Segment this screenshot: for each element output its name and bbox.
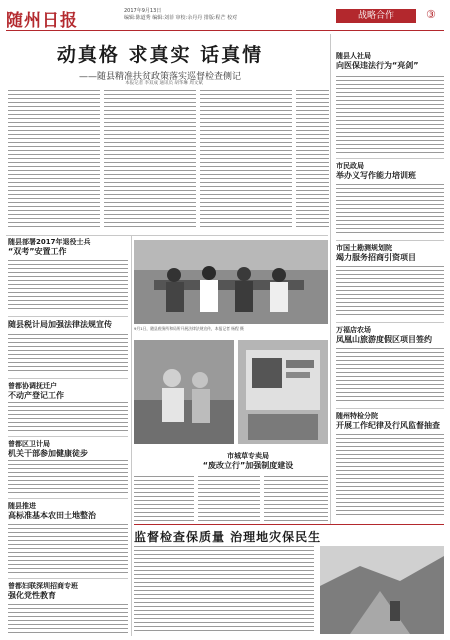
article-title-2: 随县税计局加强法律法规宣传 <box>8 320 112 329</box>
photo-workers-image <box>134 340 234 444</box>
photo-workers <box>134 340 234 444</box>
article-title-10: 万福店农场 凤凰山旅游度假区项目签约 <box>336 326 432 344</box>
divider <box>8 316 128 317</box>
column-divider <box>330 34 331 524</box>
photo-meeting-image <box>134 240 328 324</box>
article-title-8: 市民政局 举办义写作能力培训班 <box>336 162 416 180</box>
lead-byline: 本报记者 李双成 通讯员 胡华琳 周文斌 <box>125 81 203 86</box>
article-body-6 <box>8 604 128 634</box>
bottom-headline: 监督检查保质量 治理地灾保民生 <box>134 530 322 544</box>
article-body-2 <box>8 334 128 374</box>
article-title-3: 曾都协调抚迁户 不动产登记工作 <box>8 382 64 400</box>
article-body-12b <box>198 476 260 524</box>
article-title-7: 随县人社局 向医保违法行为“亮剑” <box>336 52 419 70</box>
section-label: 战略合作 <box>336 9 416 23</box>
divider <box>8 498 128 499</box>
divider <box>6 235 328 236</box>
bottom-article-body <box>134 546 314 634</box>
page-number: ③ <box>426 8 436 21</box>
divider <box>336 158 444 159</box>
divider <box>336 322 444 323</box>
divider <box>8 378 128 379</box>
article-body-11 <box>336 434 444 518</box>
article-title-4: 曾都区卫计局 机关干部参加健康徒步 <box>8 440 88 458</box>
article-body-8 <box>336 184 444 236</box>
lead-body-col-4 <box>296 90 329 230</box>
article-body-7 <box>336 76 444 154</box>
article-title-5: 随县推进 高标准基本农田土地整治 <box>8 502 96 520</box>
lead-body-col-2 <box>104 90 196 230</box>
divider <box>8 436 128 437</box>
photo-caption-main: 9月1日，随县税务所和局所开展法律法规宣传，本报记者 杨程 摄 <box>134 326 244 331</box>
divider <box>336 408 444 409</box>
masthead <box>6 4 444 31</box>
photo-landslide <box>320 546 444 634</box>
photo-meeting <box>134 240 328 324</box>
divider <box>336 240 444 241</box>
article-body-4 <box>8 460 128 494</box>
photo-landslide-image <box>320 546 444 634</box>
article-title-6: 曾都妇联深圳招商专班 强化党性教育 <box>8 582 78 600</box>
article-body-1 <box>8 260 128 312</box>
article-title-1: 随县部署2017年退役士兵 “双考”安置工作 <box>8 238 91 256</box>
divider <box>134 524 444 525</box>
lead-body-col-3 <box>200 90 292 230</box>
photo-poster-image <box>238 340 328 444</box>
article-body-3 <box>8 402 128 432</box>
article-body-12a <box>134 476 194 524</box>
article-title-9: 市国土勘测规划院 竭力服务招商引资项目 <box>336 244 416 262</box>
column-divider <box>131 236 132 636</box>
lead-title: 动真格 求真实 话真情 <box>56 44 264 66</box>
article-body-12c <box>264 476 328 524</box>
lead-body-col-1 <box>8 90 100 230</box>
lead-subtitle: ——随县精准扶贫政策落实巡督检查侧记 <box>78 72 241 82</box>
photo-poster <box>238 340 328 444</box>
article-body-10 <box>336 348 444 404</box>
lead-headline <box>20 40 300 82</box>
article-body-5 <box>8 524 128 574</box>
divider <box>8 578 128 579</box>
article-body-9 <box>336 266 444 318</box>
date-line: 2017年9月13日 编辑:陈道秀 编辑:刘菲 审校:余丹丹 排版:程芒 校对 <box>124 8 238 21</box>
article-title-11: 随州特检分院 开展工作纪律及行风监督抽查 <box>336 412 440 430</box>
article-title-12: 市城草专卖局 “废改立行”加强制度建设 <box>202 452 294 470</box>
newspaper-logo: 随州日报 <box>6 11 78 31</box>
